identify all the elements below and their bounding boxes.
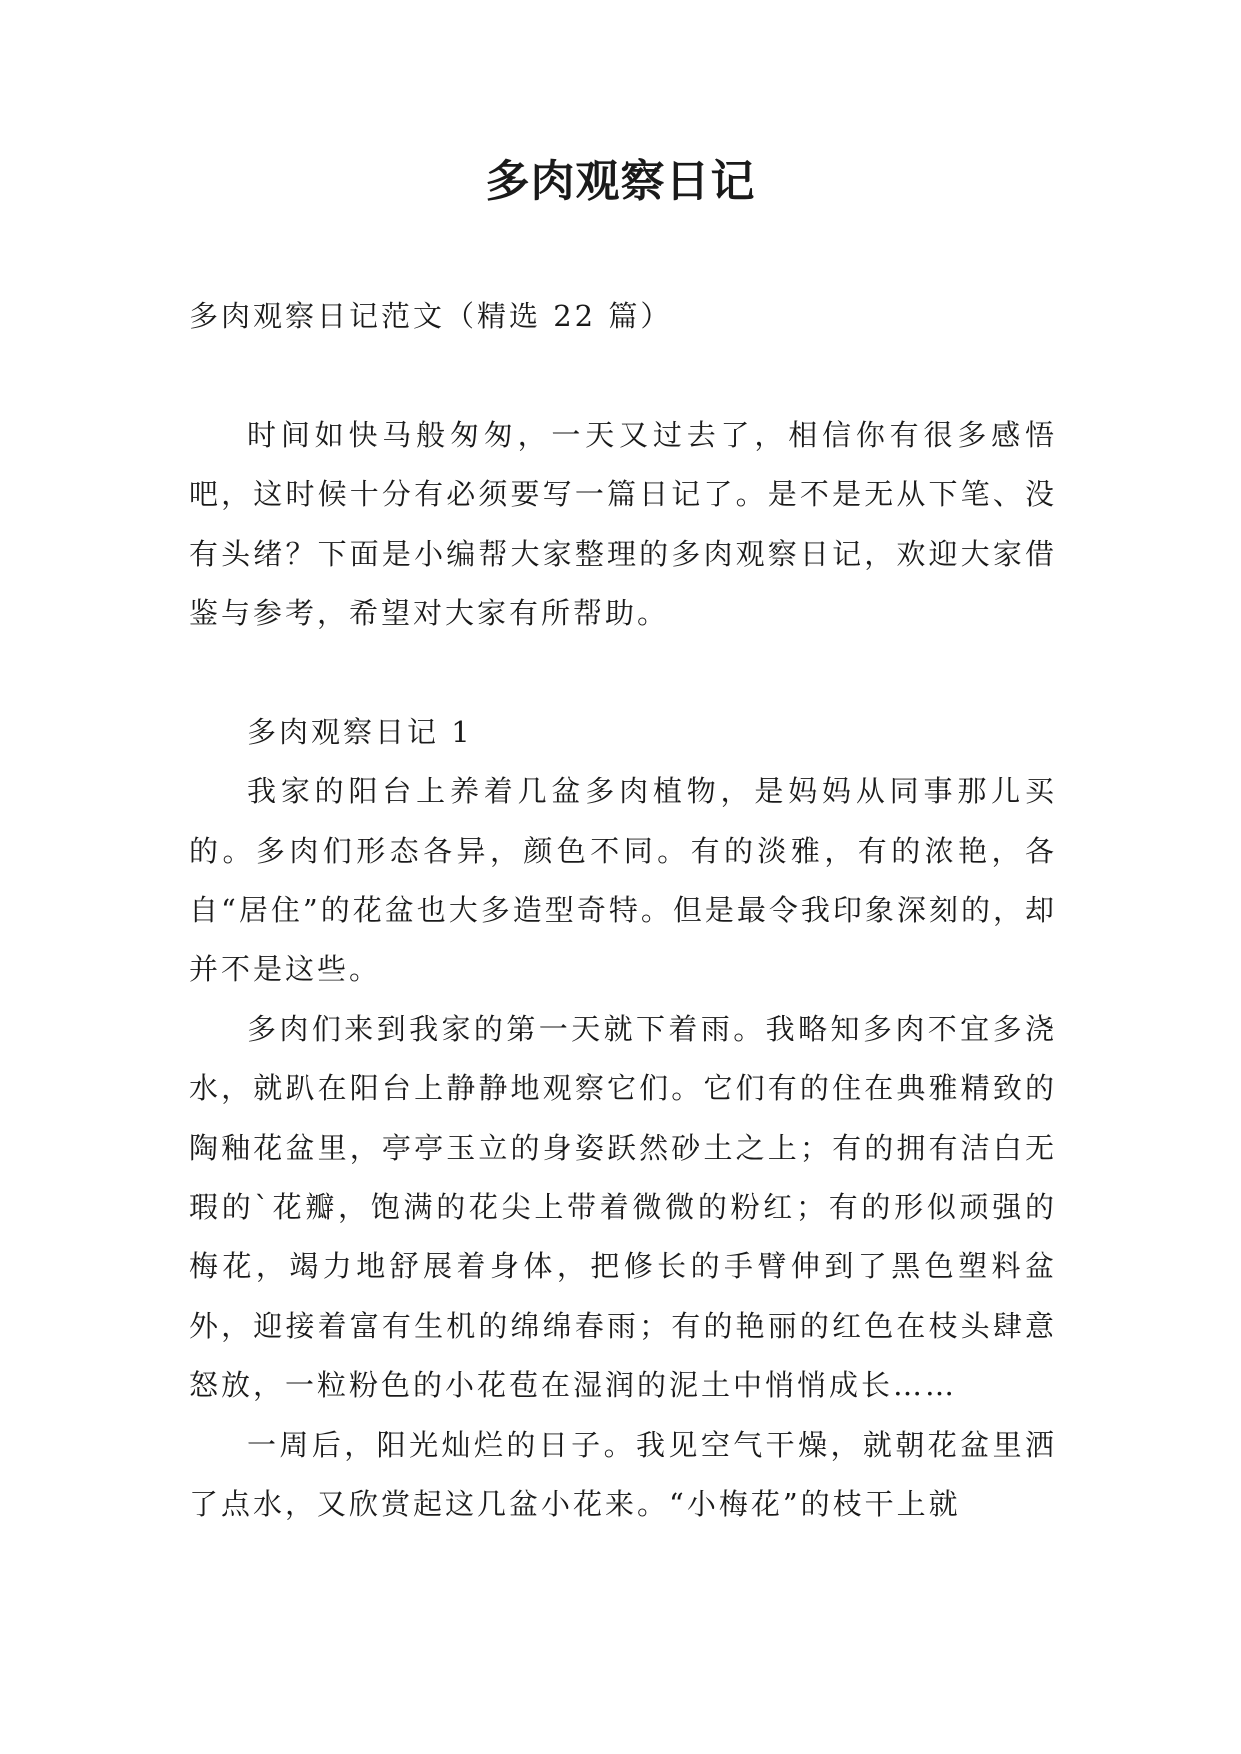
document-subtitle: 多肉观察日记范文（精选 22 篇） bbox=[189, 299, 673, 333]
body-paragraph: 我家的阳台上养着几盆多肉植物，是妈妈从同事那儿买的。多肉们形态各异，颜色不同。有的淡雅，有的浓艳，各自“居住”的花盆也大多造型奇特。但是最令我印象深刻的，却并不是这些。 bbox=[189, 774, 1057, 987]
intro-paragraph: 时间如快马般匆匆，一天又过去了，相信你有很多感悟吧，这时候十分有必须要写一篇日记了。是不是无从下笔、没有头绪？下面是小编帮大家整理的多肉观察日记，欢迎大家借鉴与参考，希望对大家有所帮助。 bbox=[189, 417, 1057, 631]
body-paragraph: 一周后，阳光灿烂的日子。我见空气干燥，就朝花盆里洒了点水，又欣赏起这几盆小花来。“小梅花”的枝干上就 bbox=[189, 1427, 1057, 1522]
body-paragraph: 多肉们来到我家的第一天就下着雨。我略知多肉不宜多浇水，就趴在阳台上静静地观察它们。它们有的住在典雅精致的陶釉花盆里，亭亭玉立的身姿跃然砂土之上；有的拥有洁白无瑕的`花瓣，饱满的花尖上带着微微的粉红；有的形似顽强的梅花，竭力地舒展着身体，把修长的手臂伸到了黑色塑料盆外，迎接着富有生机的绵绵春雨；有的艳丽的红色在枝头肆意怒放，一粒粉色的小花苞在湿润的泥土中悄悄成长…… bbox=[189, 1011, 1057, 1403]
paragraph-gap bbox=[189, 643, 1057, 702]
paragraph-gap bbox=[189, 346, 1057, 405]
section-heading: 多肉观察日记 1 bbox=[247, 714, 473, 749]
document-title: 多肉观察日记 bbox=[485, 156, 756, 207]
document-body bbox=[189, 287, 1057, 1535]
